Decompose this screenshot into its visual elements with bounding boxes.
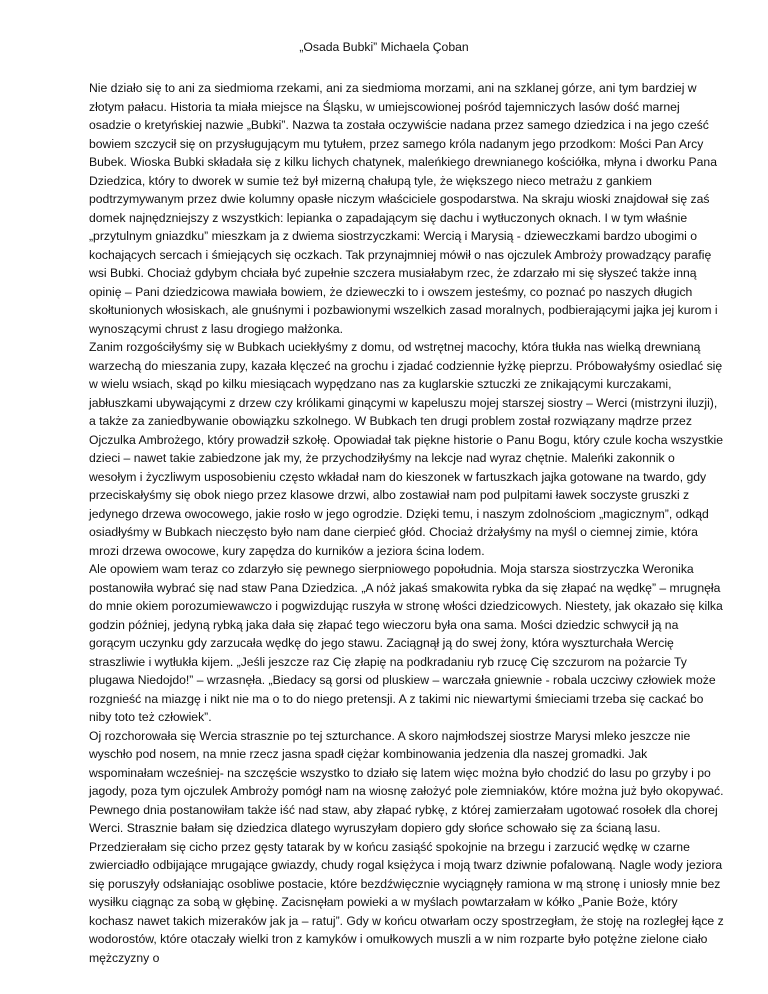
paragraph-3: Ale opowiem wam teraz co zdarzyło się pewnego sierpniowego popołudnia. Moja starsza siostrzyczka Weronika postanowiła wybrać się nad staw Pana Dziedzica. „A nóż jakaś smakowita rybka da się złapać na wędkę” – mrugnęła do mnie okiem porozumiewawczo i pogwizdując ruszyła w stronę włości dziedzicowych. Niestety, jak okazało się kilka godzin później, jedyną rybką jaka dała się złapać tego wieczoru była ona sama. Mości dziedzic schwycił ją na gorącym uczynku gdy zarzucała wędkę do jego stawu. Zaciągnął ją do swej żony, która wyszturchała Wercię straszliwie i wytłukła kijem. „Jeśli jeszcze raz Cię złapię na podkradaniu ryb rzucę Cię szczurom na pożarcie Ty plugawa Niedojdo!” – wrzasnęła. „Biedacy są gorsi od pluskiew – warczała gniewnie - robala uczciwy człowiek może rozgnieść na miazgę i nikt nie ma o to do niego pretensji. A z takimi nic niewartymi śmieciami trzeba się cackać bo niby toto też człowiek”.: [89, 562, 723, 724]
document-title: „Osada Bubki” Michaela Çoban: [299, 40, 469, 54]
paragraph-1: Nie działo się to ani za siedmioma rzekami, ani za siedmioma morzami, ani na szklanej górze, ani tym bardziej w złotym pałacu. Historia ta miała miejsce na Śląsku, w umiejscowionej pośród tajemniczych lasów dość marnej osadzie o kretyńskiej nazwie „Bubki”. Nazwa ta została oczywiście nadana przez samego dziedzica i na jego cześć bowiem szczycił się on przysługującym mu tytułem, przez samego króla nadanym jego przodkom: Mości Pan Arcy Bubek. Wioska Bubki składała się z kilku lichych chatynek, maleńkiego drewnianego kościółka, młyna i dworku Pana Dziedzica, który to dworek w sumie też był mizerną chałupą tyle, że większego nieco metrażu z gankiem podtrzymywanym przez dwie kolumny opasłe niczym właściciele gospodarstwa. Na skraju wioski znajdował się zaś domek najnędzniejszy z wszystkich: lepianka o zapadającym się dachu i wytłuczonych oknach. I w tym właśnie „przytulnym gniazdku” mieszkam ja z dwiema siostrzyczkami: Wercią i Marysią - dzieweczkami bardzo ubogimi o kochających sercach i śmiejących się oczkach. Tak przynajmniej mówił o nas ojczulek Ambroży prowadzący parafię wsi Bubki. Chociaż gdybym chciała być zupełnie szczera musiałabym rzec, że zdarzało mi się słyszeć także inną opinię – Pani dziedzicowa mawiała bowiem, że dzieweczki to i owszem jesteśmy, co poznać po naszych długich skołtunionych włosiskach, ale gnuśnymi i pozbawionymi wszelkich zasad moralnych, podbierającymi jajka jej kurom i wynoszącymi chrust z lasu drogiego małżonka.: [89, 81, 718, 336]
paragraph-2: Zanim rozgościłyśmy się w Bubkach uciekłyśmy z domu, od wstrętnej macochy, która tłukła nas wielką drewnianą warzechą do mieszania zupy, kazała klęczeć na grochu i zjadać codziennie łyżkę pieprzu. Próbowałyśmy osiedlać się w wielu wsiach, skąd po kilku miesiącach wypędzano nas za kuglarskie sztuczki ze znikającymi kurczakami, jabłuszkami ubywającymi z drzew czy królikami ginącymi w kapeluszu mojej starszej siostry – Werci (mistrzyni iluzji), a także za zaniedbywanie obowiązku szkolnego. W Bubkach ten drugi problem został rozwiązany mądrze przez Ojczulka Ambrożego, który prowadził szkołę. Opowiadał tak piękne historie o Panu Bogu, który czule kocha wszystkie dzieci – nawet takie zabiedzone jak my, że przychodziłyśmy na lekcje nad wyraz chętnie. Maleńki zakonnik o wesołym i życzliwym usposobieniu często wkładał nam do kieszonek w fartuszkach jajka gotowane na twardo, gdy przeciskałyśmy się obok niego przez klasowe drzwi, albo zostawiał nam pod pulpitami ławek soczyste gruszki z jedynego drzewa owocowego, jakie rosło w jego ogrodzie. Dzięki temu, i naszym zdolnościom „magicznym”, odkąd osiadłyśmy w Bubkach nieczęsto było nam dane cierpieć głód. Chociaż drżałyśmy na myśl o ciemnej zimie, która mrozi drzewa owocowe, kury zapędza do kurników a jeziora ścina lodem.: [89, 340, 724, 558]
document-body: [89, 79, 725, 967]
paragraph-4: Oj rozchorowała się Wercia strasznie po tej szturchance. A skoro najmłodszej siostrze Marysi mleko jeszcze nie wyschło pod nosem, na mnie rzecz jasna spadł ciężar kombinowania jedzenia dla naszej gromadki. Jak wspominałam wcześniej- na szczęście wszystko to działo się latem więc można było chodzić do lasu po grzyby i po jagody, poza tym ojczulek Ambroży pomógł nam na wiosnę założyć pole ziemniaków, które można już było okopywać. Pewnego dnia postanowiłam także iść nad staw, aby złapać rybkę, z której zamierzałam ugotować rosołek dla chorej Werci. Strasznie bałam się dziedzica dlatego wyruszyłam dopiero gdy słońce schowało się za ścianą lasu. Przedzierałam się cicho przez gęsty tatarak by w końcu zasiąść spokojnie na brzegu i zarzucić wędkę w czarne zwierciadło odbijające mrugające gwiazdy, chudy rogal księżyca i moją twarz dziwnie pofalowaną. Nagle wody jeziora się poruszyły odsłaniając osobliwe postacie, które bezdźwięcznie wyciągnęły ramiona w mą stronę i uniosły mnie bez wysiłku ciągnąc za sobą w głębinę. Zacisnęłam powieki a w myślach powtarzałam w kółko „Panie Boże, który kochasz nawet takich mizeraków jak ja – ratuj”. Gdy w końcu otwarłam oczy spostrzegłam, że stoję na rozległej łące z wodorostów, które otaczały wielki tron z kamyków i omułkowych muszli a w nim rozparte było potężne zielone ciało mężczyzny o: [89, 728, 724, 965]
